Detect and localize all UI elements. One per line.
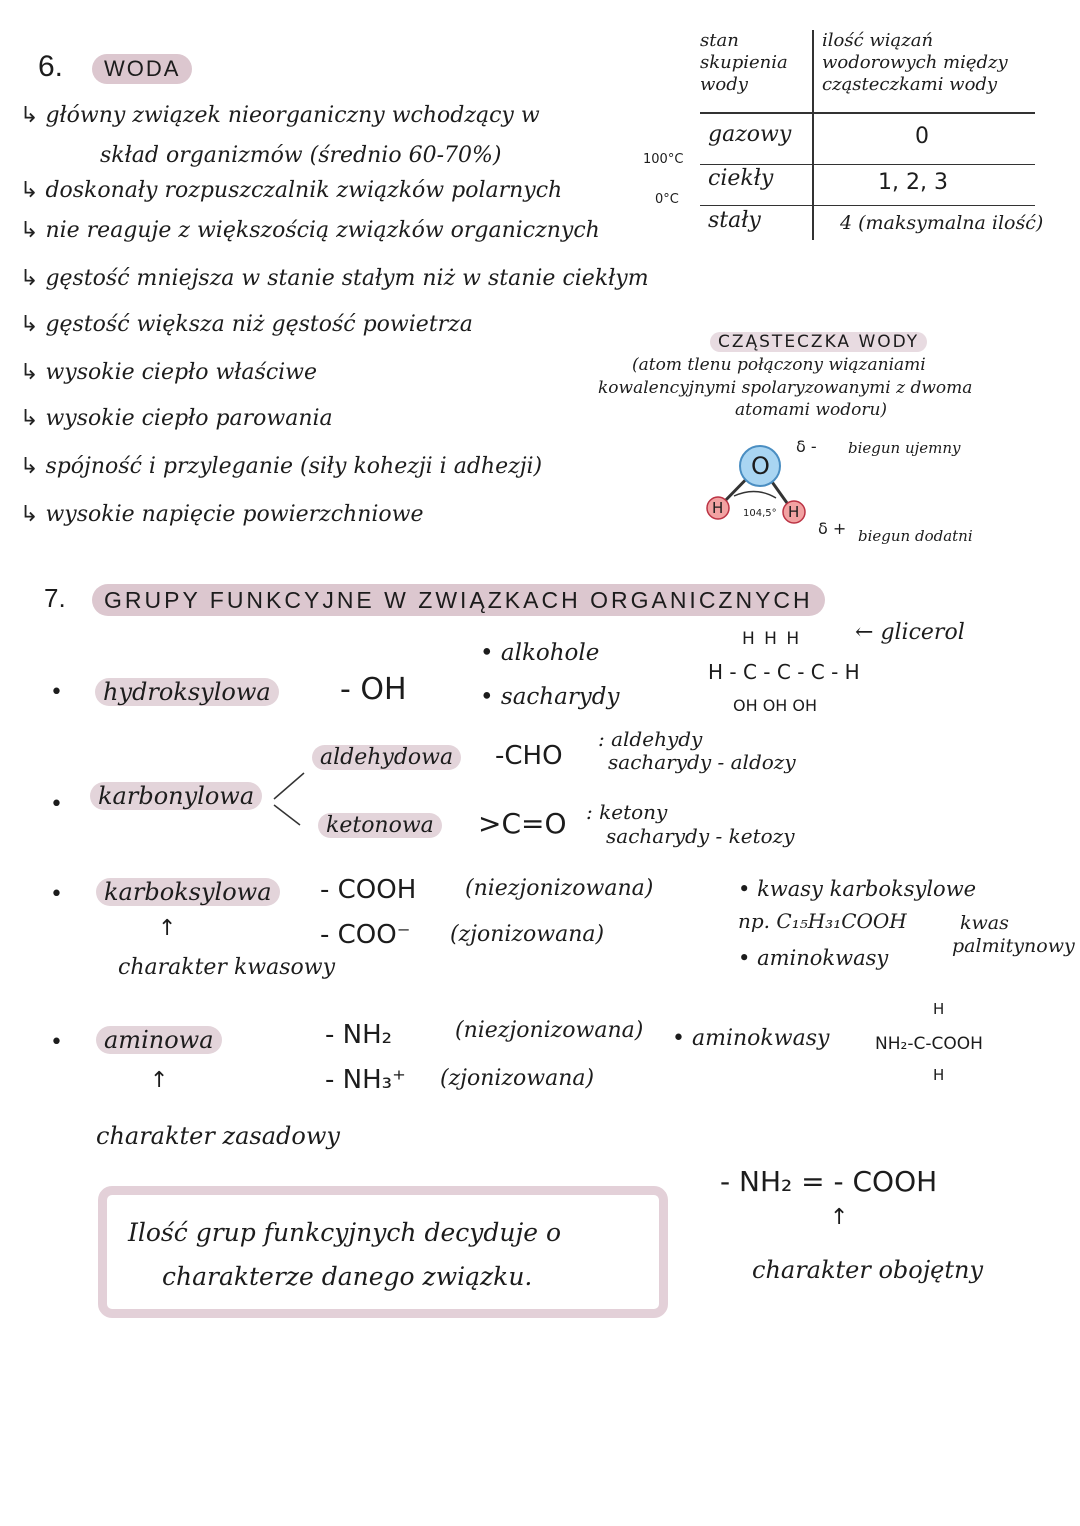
temp-100c: 100°C (643, 152, 684, 167)
delta-plus-label: δ + (818, 519, 847, 538)
water-item-9: ↳ wysokie napięcie powierzchniowe (20, 502, 424, 527)
table-header-state: stan skupienia wody (700, 30, 788, 95)
palmitic-acid-label-2: palmitynowy (952, 935, 1075, 957)
aminoacid-formula: NH₂-C-COOH (875, 1034, 983, 1054)
amino-formula-1: - NH₂ (325, 1020, 393, 1050)
table-bonds-liquid: 1, 2, 3 (878, 170, 948, 195)
table-bonds-gas: 0 (915, 124, 929, 149)
note-box (98, 1186, 668, 1318)
aldehyde-group-name: aldehydowa (312, 745, 461, 770)
table-state-liquid: ciekły (708, 166, 774, 191)
molecule-desc-3: atomami wodoru) (735, 400, 888, 420)
carboxyl-example-2: • aminokwasy (738, 946, 889, 970)
section-7-title: GRUPY FUNKCYJNE W ZWIĄZKACH ORGANICZNYCH (92, 584, 825, 616)
bullet-carboxyl: • (50, 882, 63, 907)
oxygen-label: O (751, 452, 770, 480)
delta-minus-label: δ - (796, 437, 817, 456)
section-7-number: 7. (44, 583, 66, 613)
neutral-formula: - NH₂ = - COOH (720, 1165, 938, 1198)
hydroxyl-example-1: • alkohole (480, 640, 600, 666)
water-item-3: ↳ nie reaguje z większością związków organicznych (20, 218, 600, 243)
water-item-1-cont: skład organizmów (średnio 60-70%) (100, 143, 502, 168)
negative-pole-label: biegun ujemny (848, 439, 961, 457)
amino-form-2-note: (zjonizowana) (440, 1066, 595, 1091)
palmitic-acid-label-1: kwas (960, 912, 1009, 934)
section-6-number: 6. (38, 50, 64, 83)
aldehyde-formula: -CHO (495, 741, 563, 771)
carbonyl-branch-lines (270, 765, 310, 835)
carboxyl-form-1-note: (niezjonizowana) (465, 876, 654, 901)
hydroxyl-group-name: hydroksylowa (95, 678, 279, 706)
bond-angle-label: 104,5° (743, 508, 777, 519)
molecule-desc-2: kowalencyjnymi spolaryzowanymi z dwoma (598, 378, 973, 398)
aldehyde-example-1: : aldehydy (598, 727, 703, 751)
carboxyl-group-name: karboksylowa (96, 878, 280, 906)
positive-pole-label: biegun dodatni (858, 527, 973, 545)
table-bonds-solid: 4 (maksymalna ilość) (840, 212, 1044, 234)
aminoacid-bottom-h: H (933, 1066, 945, 1084)
neutral-character: charakter obojętny (752, 1256, 984, 1284)
glycerol-label: ← glicerol (855, 620, 965, 645)
aldehyde-example-2: sacharydy - aldozy (608, 750, 796, 774)
amino-character: charakter zasadowy (96, 1122, 340, 1150)
table-header-divider (700, 112, 1035, 114)
table-vertical-divider (812, 30, 814, 240)
section-6-title: WODA (92, 54, 192, 84)
note-line-2: charakterze danego związku. (162, 1262, 533, 1291)
carboxyl-arrow: ↑ (158, 916, 177, 941)
bullet-carbonyl: • (50, 792, 63, 817)
water-item-7: ↳ wysokie ciepło parowania (20, 406, 333, 431)
table-state-solid: stały (708, 208, 761, 233)
amino-group-name: aminowa (96, 1026, 222, 1054)
table-state-gas: gazowy (708, 122, 792, 147)
water-item-2: ↳ doskonały rozpuszczalnik związków polarnych (20, 178, 563, 203)
table-row-divider-2 (700, 205, 1035, 206)
hydroxyl-example-2: • sacharydy (480, 684, 620, 710)
water-item-6: ↳ wysokie ciepło właściwe (20, 360, 318, 385)
temp-0c: 0°C (655, 192, 679, 207)
amino-formula-2: - NH₃⁺ (325, 1065, 406, 1095)
hydrogen-label-right: H (788, 503, 800, 521)
ketone-formula: >C=O (478, 807, 567, 840)
ketone-group-name: ketonowa (318, 813, 442, 838)
table-header-bonds: ilość wiązań wodorowych między cząsteczkami wody (822, 30, 1008, 95)
note-line-1: Ilość grup funkcyjnych decyduje o (128, 1218, 562, 1247)
carboxyl-example-1: • kwasy karboksylowe (738, 877, 977, 901)
glycerol-row-1: H H H (742, 629, 802, 649)
carboxyl-example-1-formula: np. C₁₅H₃₁COOH (738, 909, 907, 933)
amino-arrow: ↑ (150, 1068, 169, 1093)
ketone-example-2: sacharydy - ketozy (606, 824, 795, 848)
carboxyl-character: charakter kwasowy (118, 955, 336, 980)
bullet-amino: • (50, 1030, 63, 1055)
carboxyl-formula-2: - COO⁻ (320, 920, 411, 950)
glycerol-row-3: OH OH OH (733, 696, 818, 715)
hydrogen-label-left: H (712, 499, 724, 517)
carboxyl-formula-1: - COOH (320, 875, 417, 905)
carboxyl-form-2-note: (zjonizowana) (450, 922, 605, 947)
ketone-example-1: : ketony (586, 800, 668, 824)
water-item-5: ↳ gęstość większa niż gęstość powietrza (20, 312, 473, 337)
table-row-divider-1 (700, 164, 1035, 165)
amino-example: • aminokwasy (672, 1026, 830, 1051)
amino-form-1-note: (niezjonizowana) (455, 1018, 644, 1043)
neutral-arrow: ↑ (830, 1205, 849, 1230)
water-item-4: ↳ gęstość mniejsza w stanie stałym niż w stanie ciekłym (20, 266, 649, 291)
molecule-desc-1: (atom tlenu połączony wiązaniami (632, 355, 926, 375)
water-item-8: ↳ spójność i przyleganie (siły kohezji i adhezji) (20, 454, 543, 479)
bullet-hydroxyl: • (50, 680, 63, 705)
hydroxyl-formula: - OH (340, 672, 407, 707)
aminoacid-top-h: H (933, 1000, 945, 1018)
water-item-1: ↳ główny związek nieorganiczny wchodzący w (20, 103, 540, 128)
molecule-title: CZĄSTECZKA WODY (710, 332, 927, 352)
carbonyl-group-name: karbonylowa (90, 782, 262, 810)
glycerol-row-2: H - C - C - C - H (708, 660, 860, 684)
